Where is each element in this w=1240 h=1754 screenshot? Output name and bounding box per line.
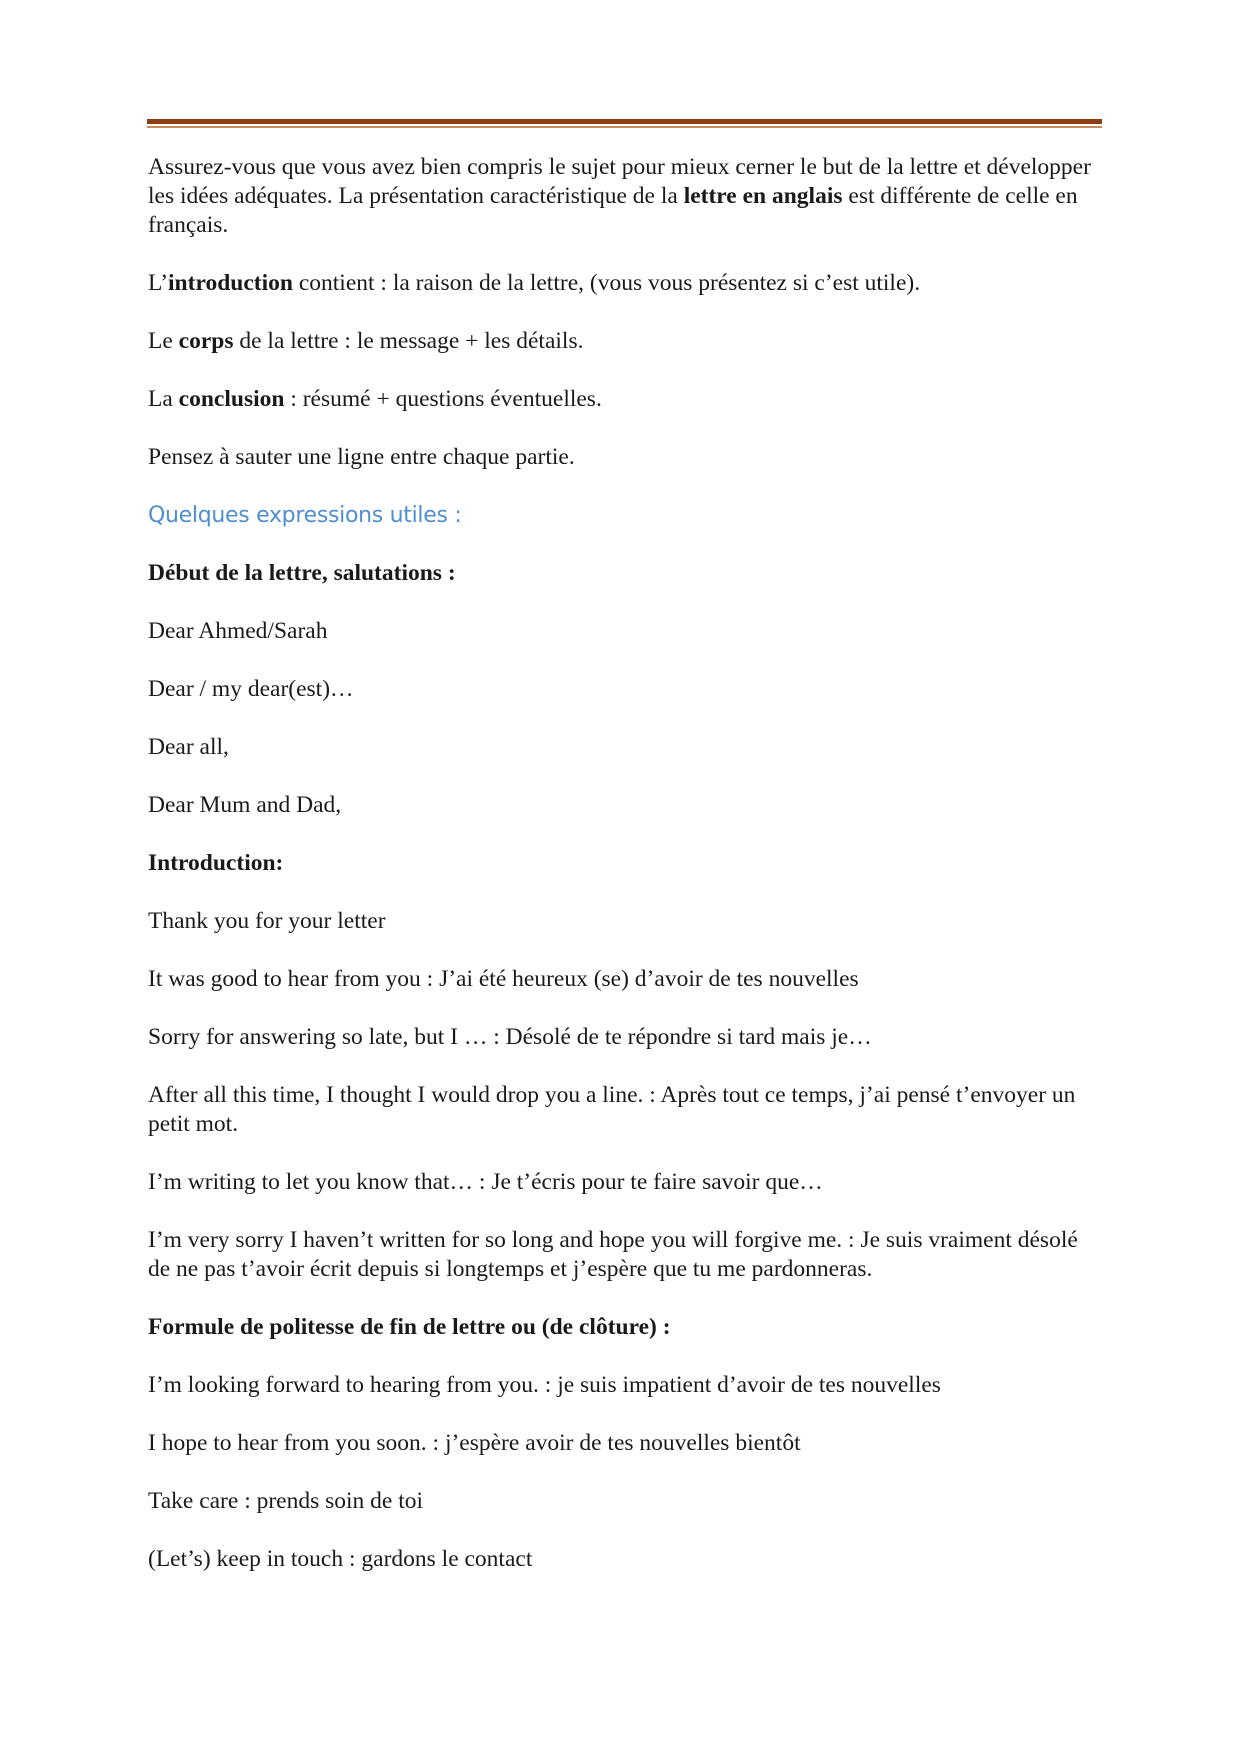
body-definition-text: de la lettre : le message + les détails. bbox=[233, 328, 584, 354]
closing-item: I’m looking forward to hearing from you. : je suis impatient d’avoir de tes nouvelles bbox=[148, 1372, 941, 1398]
introduction-item: Sorry for answering so late, but I … : Désolé de te répondre si tard mais je… bbox=[148, 1024, 872, 1050]
introduction-item: I’m writing to let you know that… : Je t’écris pour te faire savoir que… bbox=[148, 1169, 823, 1195]
expressions-heading: Quelques expressions utiles : bbox=[148, 503, 462, 528]
document-body bbox=[148, 153, 1098, 1603]
conclusion-definition-prefix: La bbox=[148, 386, 179, 412]
greeting-item: Dear Ahmed/Sarah bbox=[148, 618, 328, 644]
body-definition bbox=[148, 327, 1098, 356]
header-rule-thin bbox=[147, 126, 1102, 128]
intro-paragraph bbox=[148, 153, 1098, 240]
closing-title-text: Formule de politesse de fin de lettre ou (de clôture) : bbox=[148, 1314, 671, 1340]
header-rule bbox=[147, 119, 1102, 128]
conclusion-definition-text: : résumé + questions éventuelles. bbox=[284, 386, 602, 412]
greeting-item: Dear Mum and Dad, bbox=[148, 792, 342, 818]
closing-item: Take care : prends soin de toi bbox=[148, 1488, 424, 1514]
introduction-item: I’m very sorry I haven’t written for so long and hope you will forgive me. : Je suis vraiment désolé de ne pas t’avoir écrit depuis si longtemps et j’espère que tu me pardonneras. bbox=[148, 1227, 1078, 1282]
introduction-title-text: Introduction: bbox=[148, 850, 284, 876]
greetings-title-text: Début de la lettre, salutations : bbox=[148, 560, 456, 586]
introduction-definition bbox=[148, 269, 1098, 298]
introduction-item: It was good to hear from you : J’ai été heureux (se) d’avoir de tes nouvelles bbox=[148, 966, 859, 992]
body-definition-term: corps bbox=[178, 328, 234, 354]
introduction-definition-term: introduction bbox=[168, 270, 293, 296]
intro-text: Assurez-vous que vous avez bien compris le sujet pour mieux cerner le but de la lettre et développer les idées adéquates. La présentation caractéristique de la bbox=[148, 154, 1091, 209]
closing-title bbox=[148, 1313, 1098, 1342]
intro-bold-text: lettre en anglais bbox=[683, 183, 843, 209]
introduction-title bbox=[148, 849, 1098, 878]
header-rule-thick bbox=[147, 119, 1102, 124]
greeting-item: Dear / my dear(est)… bbox=[148, 676, 354, 702]
greetings-title bbox=[148, 559, 1098, 588]
intro-text-end: est différente de celle en français. bbox=[148, 183, 1078, 238]
spacing-tip: Pensez à sauter une ligne entre chaque partie. bbox=[148, 444, 575, 470]
greeting-item: Dear all, bbox=[148, 734, 229, 760]
closing-item: (Let’s) keep in touch : gardons le contact bbox=[148, 1546, 533, 1572]
conclusion-definition-term: conclusion bbox=[178, 386, 285, 412]
introduction-definition-text: contient : la raison de la lettre, (vous vous présentez si c’est utile). bbox=[292, 270, 921, 296]
closing-item: I hope to hear from you soon. : j’espère avoir de tes nouvelles bientôt bbox=[148, 1430, 801, 1456]
conclusion-definition bbox=[148, 385, 1098, 414]
body-definition-prefix: Le bbox=[148, 328, 179, 354]
introduction-item: Thank you for your letter bbox=[148, 908, 386, 934]
introduction-definition-prefix: L’ bbox=[148, 270, 169, 296]
introduction-item: After all this time, I thought I would drop you a line. : Après tout ce temps, j’ai pensé t’envoyer un petit mot. bbox=[148, 1082, 1076, 1137]
